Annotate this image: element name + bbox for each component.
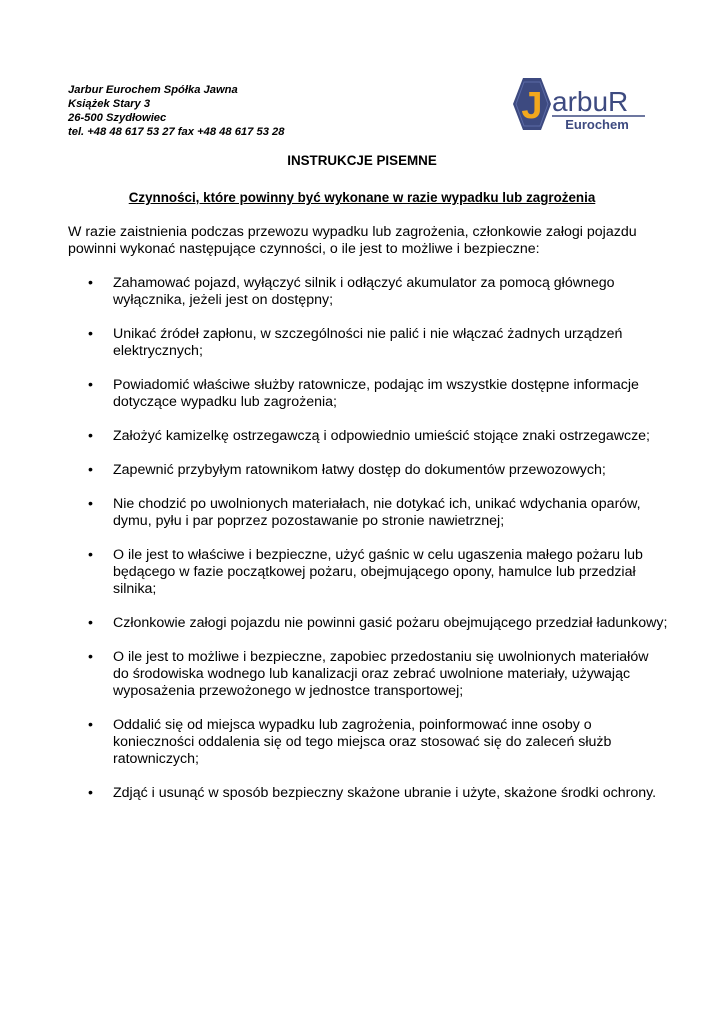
bullet: • — [88, 377, 93, 393]
bullet: • — [88, 496, 93, 512]
bullet: • — [88, 547, 93, 563]
document-title: INSTRUKCJE PISEMNE — [287, 153, 437, 168]
instruction-text: Założyć kamizelkę ostrzegawczą i odpowiednio umieścić stojące znaki ostrzegawcze; — [113, 428, 650, 444]
instructions-list — [68, 275, 668, 819]
logo-letter: J — [521, 85, 543, 127]
instruction-item — [68, 377, 668, 411]
instruction-text: O ile jest to właściwe i bezpieczne, użyć gaśnic w celu ugaszenia małego pożaru lub będącego w fazie początkowej pożaru, obejmującego opony, hamulce lub przedział silnika; — [113, 547, 643, 597]
instruction-item — [68, 615, 668, 632]
company-street: Książek Stary 3 — [68, 98, 151, 110]
company-name: Jarbur Eurochem Spółka Jawna — [68, 84, 238, 96]
instruction-text: Zapewnić przybyłym ratownikom łatwy dostęp do dokumentów przewozowych; — [113, 462, 606, 478]
company-city: 26-500 Szydłowiec — [68, 112, 167, 124]
instruction-text: Nie chodzić po uwolnionych materiałach, nie dotykać ich, unikać wdychania oparów, dymu, pyłu i par poprzez pozostawanie po stronie nawietrznej; — [113, 496, 641, 529]
jarbur-logo — [505, 76, 647, 134]
instruction-item — [68, 717, 668, 768]
instruction-text: Członkowie załogi pojazdu nie powinni gasić pożaru obejmującego przedział ładunkowy; — [113, 615, 668, 631]
instruction-text: Powiadomić właściwe służby ratownicze, podając im wszystkie dostępne informacje dotyczące wypadku lub zagrożenia; — [113, 377, 639, 410]
intro-paragraph: W razie zaistnienia podczas przewozu wypadku lub zagrożenia, członkowie załogi pojazdu powinni wykonać następujące czynności, o ile jest to możliwe i bezpieczne: — [68, 224, 637, 257]
logo-tagline: Eurochem — [565, 117, 629, 132]
instruction-text: Zdjąć i usunąć w sposób bezpieczny skażone ubranie i użyte, skażone środki ochrony. — [113, 785, 657, 801]
company-contact: tel. +48 48 617 53 27 fax +48 48 617 53 28 — [68, 126, 285, 138]
instruction-item — [68, 428, 668, 445]
instruction-item — [68, 275, 668, 309]
bullet: • — [88, 326, 93, 342]
instruction-item — [68, 649, 668, 700]
instruction-text: Unikać źródeł zapłonu, w szczególności nie palić i nie włączać żadnych urządzeń elektrycznych; — [113, 326, 623, 359]
bullet: • — [88, 462, 93, 478]
instruction-text: O ile jest to możliwe i bezpieczne, zapobiec przedostaniu się uwolnionych materiałów do środowiska wodnego lub kanalizacji oraz zebrać uwolnione materiały, używając wyposażenia przewożonego w jednostce transportowej; — [113, 649, 649, 699]
logo-wordmark: arbuR — [552, 86, 629, 117]
bullet: • — [88, 649, 93, 665]
company-address-block — [68, 83, 284, 139]
bullet: • — [88, 785, 93, 801]
bullet: • — [88, 428, 93, 444]
instruction-item — [68, 462, 668, 479]
instruction-text: Oddalić się od miejsca wypadku lub zagrożenia, poinformować inne osoby o konieczności oddalenia się od tego miejsca oraz stosować się do zaleceń służb ratowniczych; — [113, 717, 612, 767]
bullet: • — [88, 717, 93, 733]
instruction-item — [68, 326, 668, 360]
document-subtitle: Czynności, które powinny być wykonane w razie wypadku lub zagrożenia — [128, 190, 596, 205]
instruction-item — [68, 547, 668, 598]
bullet: • — [88, 275, 93, 291]
bullet: • — [88, 615, 93, 631]
instruction-item — [68, 496, 668, 530]
instruction-text: Zahamować pojazd, wyłączyć silnik i odłączyć akumulator za pomocą głównego wyłącznika, jeżeli jest on dostępny; — [113, 275, 615, 308]
instruction-item — [68, 785, 668, 802]
